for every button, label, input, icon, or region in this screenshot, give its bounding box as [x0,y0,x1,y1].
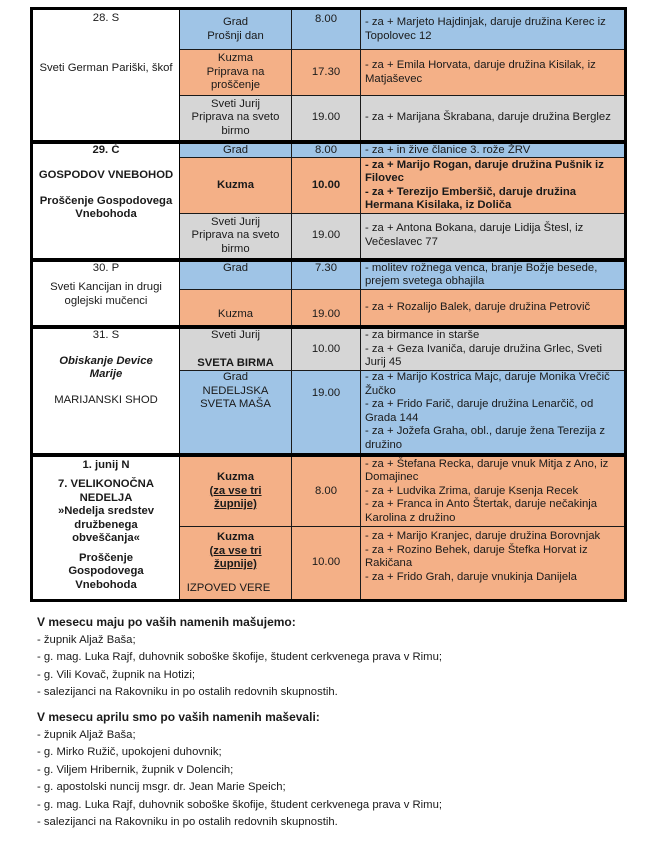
place-sub: Priprava na sveto birmo [191,111,280,137]
place-sub: SVETA BIRMA [197,356,274,369]
day-date: 29. Č [92,143,120,156]
day-title2: »Nedelja sredstev družbenega obveščanja« [57,505,155,544]
time-cell: 19.00 [292,371,361,455]
place-cell [180,527,292,601]
table-row [32,9,626,50]
intention-line: - za + Rozino Behek, daruje Štefka Horvat iz Rakičana [365,543,588,569]
list-item: - g. Mirko Ružič, upokojeni duhovnik; [37,746,222,758]
place-sub: NEDELJSKA SVETA MAŠA [200,384,271,410]
place-label: Kuzma [216,531,255,543]
notes-may-section [37,614,637,702]
intention-cell: - za + Emila Horvata, daruje družina Kisilak, iz Matjaševec [361,50,626,96]
table-row [32,260,626,290]
intention-cell: - molitev rožnega venca, branje Božje besede, prejem svetega obhajila [361,260,626,290]
place-cell: Kuzma [180,289,292,327]
place-sub: (za vse tri župnije) [209,544,262,570]
notes-may-heading: V mesecu maju po vaših namenih mašujemo: [37,615,296,629]
intention-line: - za + Geza Ivaniča, daruje družina Grlec, Sveti Jurij 45 [365,342,603,369]
place-label: Sveti Jurij [211,329,260,341]
list-item: - g. Vili Kovač, župnik na Hotizi; [37,668,196,681]
day-date: 28. S [92,12,120,24]
place-cell [180,9,292,50]
list-item: - g. apostolski nuncij msgr. dr. Jean Marie Speich; [37,781,286,793]
intention-line: - za + Ludvika Zrima, daruje Ksenja Recek [365,484,579,497]
time-cell: 19.00 [292,289,361,327]
place-label: Grad [222,16,249,28]
list-item: - župnik Aljaž Baša; [37,633,136,646]
intention-cell: - za + Antona Bokana, daruje Lidija Štesl, iz Večeslavec 77 [361,214,626,260]
time-cell: 10.00 [292,327,361,371]
day-cell [32,9,180,142]
intention-line: - za + Štefana Recka, daruje vnuk Mitja z Ano, iz Domajinec [365,457,609,483]
list-item: - g. mag. Luka Rajf, duhovnik soboške škofije, študent cerkvenega prava v Rimu; [37,798,443,811]
time-cell: 10.00 [292,527,361,601]
list-item: - g. Viljem Hribernik, župnik v Dolencih; [37,763,234,776]
place-cell [180,50,292,96]
time-cell: 19.00 [292,214,361,260]
intention-line: - za + Marijo Kranjec, daruje družina Borovnjak [365,530,601,542]
place-cell [180,455,292,527]
time-cell: 8.00 [292,142,361,158]
intention-cell: - za + Marijana Škrabana, daruje družina Berglez [361,96,626,142]
place-cell: Grad [180,142,292,158]
intention-line: - za + Terezijo Emberšič, daruje družina Hermana Kisilaka, iz Doliča [365,185,577,211]
notes-april-section [37,709,637,832]
place-sub: (za vse tri župnije) [209,484,262,510]
day-date: 31. S [92,329,120,341]
day-cell [32,142,180,260]
time-cell: 10.00 [292,158,361,214]
table-row [32,455,626,527]
day-saint: Sveti Kancijan in drugi oglejski mučenci [50,281,162,307]
place-cell: Kuzma [180,158,292,214]
intention-line: - za + Marijo Rogan, daruje družina Pušnik iz Filovec [365,158,604,184]
table-row [32,327,626,371]
place-sub: Prošnji dan [207,29,264,42]
place-sub: Priprava na sveto birmo [191,229,280,255]
intention-cell: - za + Rozalijo Balek, daruje družina Petrovič [361,289,626,327]
day-title: GOSPODOV VNEBOHOD [38,169,174,181]
day-event: MARIJANSKI SHOD [54,393,158,406]
intention-cell: - za + Marjeto Hajdinjak, daruje družina Kerec iz Topolovec 12 [361,9,626,50]
day-title: 7. VELIKONOČNA NEDELJA [57,478,155,504]
intention-cell [361,455,626,527]
intention-line: - za + Jožefa Graha, obl., daruje žena Terezija z družino [365,425,605,451]
list-item: - župnik Aljaž Baša; [37,728,136,741]
time-cell: 7.30 [292,260,361,290]
day-feast: Obiskanje Device Marije [59,354,153,380]
day-date: 1. junij N [82,458,130,471]
list-item: - salezijanci na Rakovniku in po ostalih redovnih skupnostih. [37,686,338,698]
list-item: - g. mag. Luka Rajf, duhovnik soboške škofije, študent cerkvenega prava v Rimu; [37,651,443,663]
intention-cell [361,327,626,371]
day-subtitle: Proščenje Gospodovega Vnebohoda [39,194,173,220]
day-subtitle: Proščenje Gospodovega Vnebohoda [68,551,144,591]
day-cell [32,455,180,601]
place-cell [180,96,292,142]
place-label: Grad [222,371,249,383]
place-extra: IZPOVED VERE [186,581,271,594]
place-cell: Grad [180,260,292,290]
place-cell [180,327,292,371]
time-cell: 19.00 [292,96,361,142]
place-label: Sveti Jurij [211,97,260,110]
notes-april-heading: V mesecu aprilu smo po vaših namenih maševali: [37,710,320,724]
time-cell: 17.30 [292,50,361,96]
place-label: Sveti Jurij [211,215,260,228]
intention-line: - za + Frido Farič, daruje družina Lenarčič, od Grada 144 [365,398,594,424]
list-item: - salezijanci na Rakovniku in po ostalih redovnih skupnostih. [37,816,338,828]
mass-schedule-table [30,7,627,602]
intention-cell: - za + in žive članice 3. rože ŽRV [361,142,626,158]
intention-cell [361,158,626,214]
time-cell: 8.00 [292,455,361,527]
place-sub: Priprava na proščenje [206,65,265,92]
table-row [32,142,626,158]
day-cell [32,327,180,455]
intention-line: - za + Frido Grah, daruje vnukinja Danijela [365,570,577,583]
day-saint: Sveti German Pariški, škof [39,61,173,74]
day-date: 30. P [92,261,120,274]
place-label: Kuzma [216,471,255,483]
intention-line: - za + Marijo Kostrica Majc, daruje Monika Vrečič Žučko [365,371,610,397]
time-cell: 8.00 [292,9,361,50]
day-cell [32,260,180,328]
intention-line: - za birmance in starše [365,329,480,342]
intention-cell [361,371,626,455]
intention-cell [361,527,626,601]
intention-line: - za + Franca in Anto Štertak, daruje nečakinja Karolina z družino [365,498,598,524]
place-cell [180,214,292,260]
place-cell [180,371,292,455]
place-label: Kuzma [217,52,254,65]
